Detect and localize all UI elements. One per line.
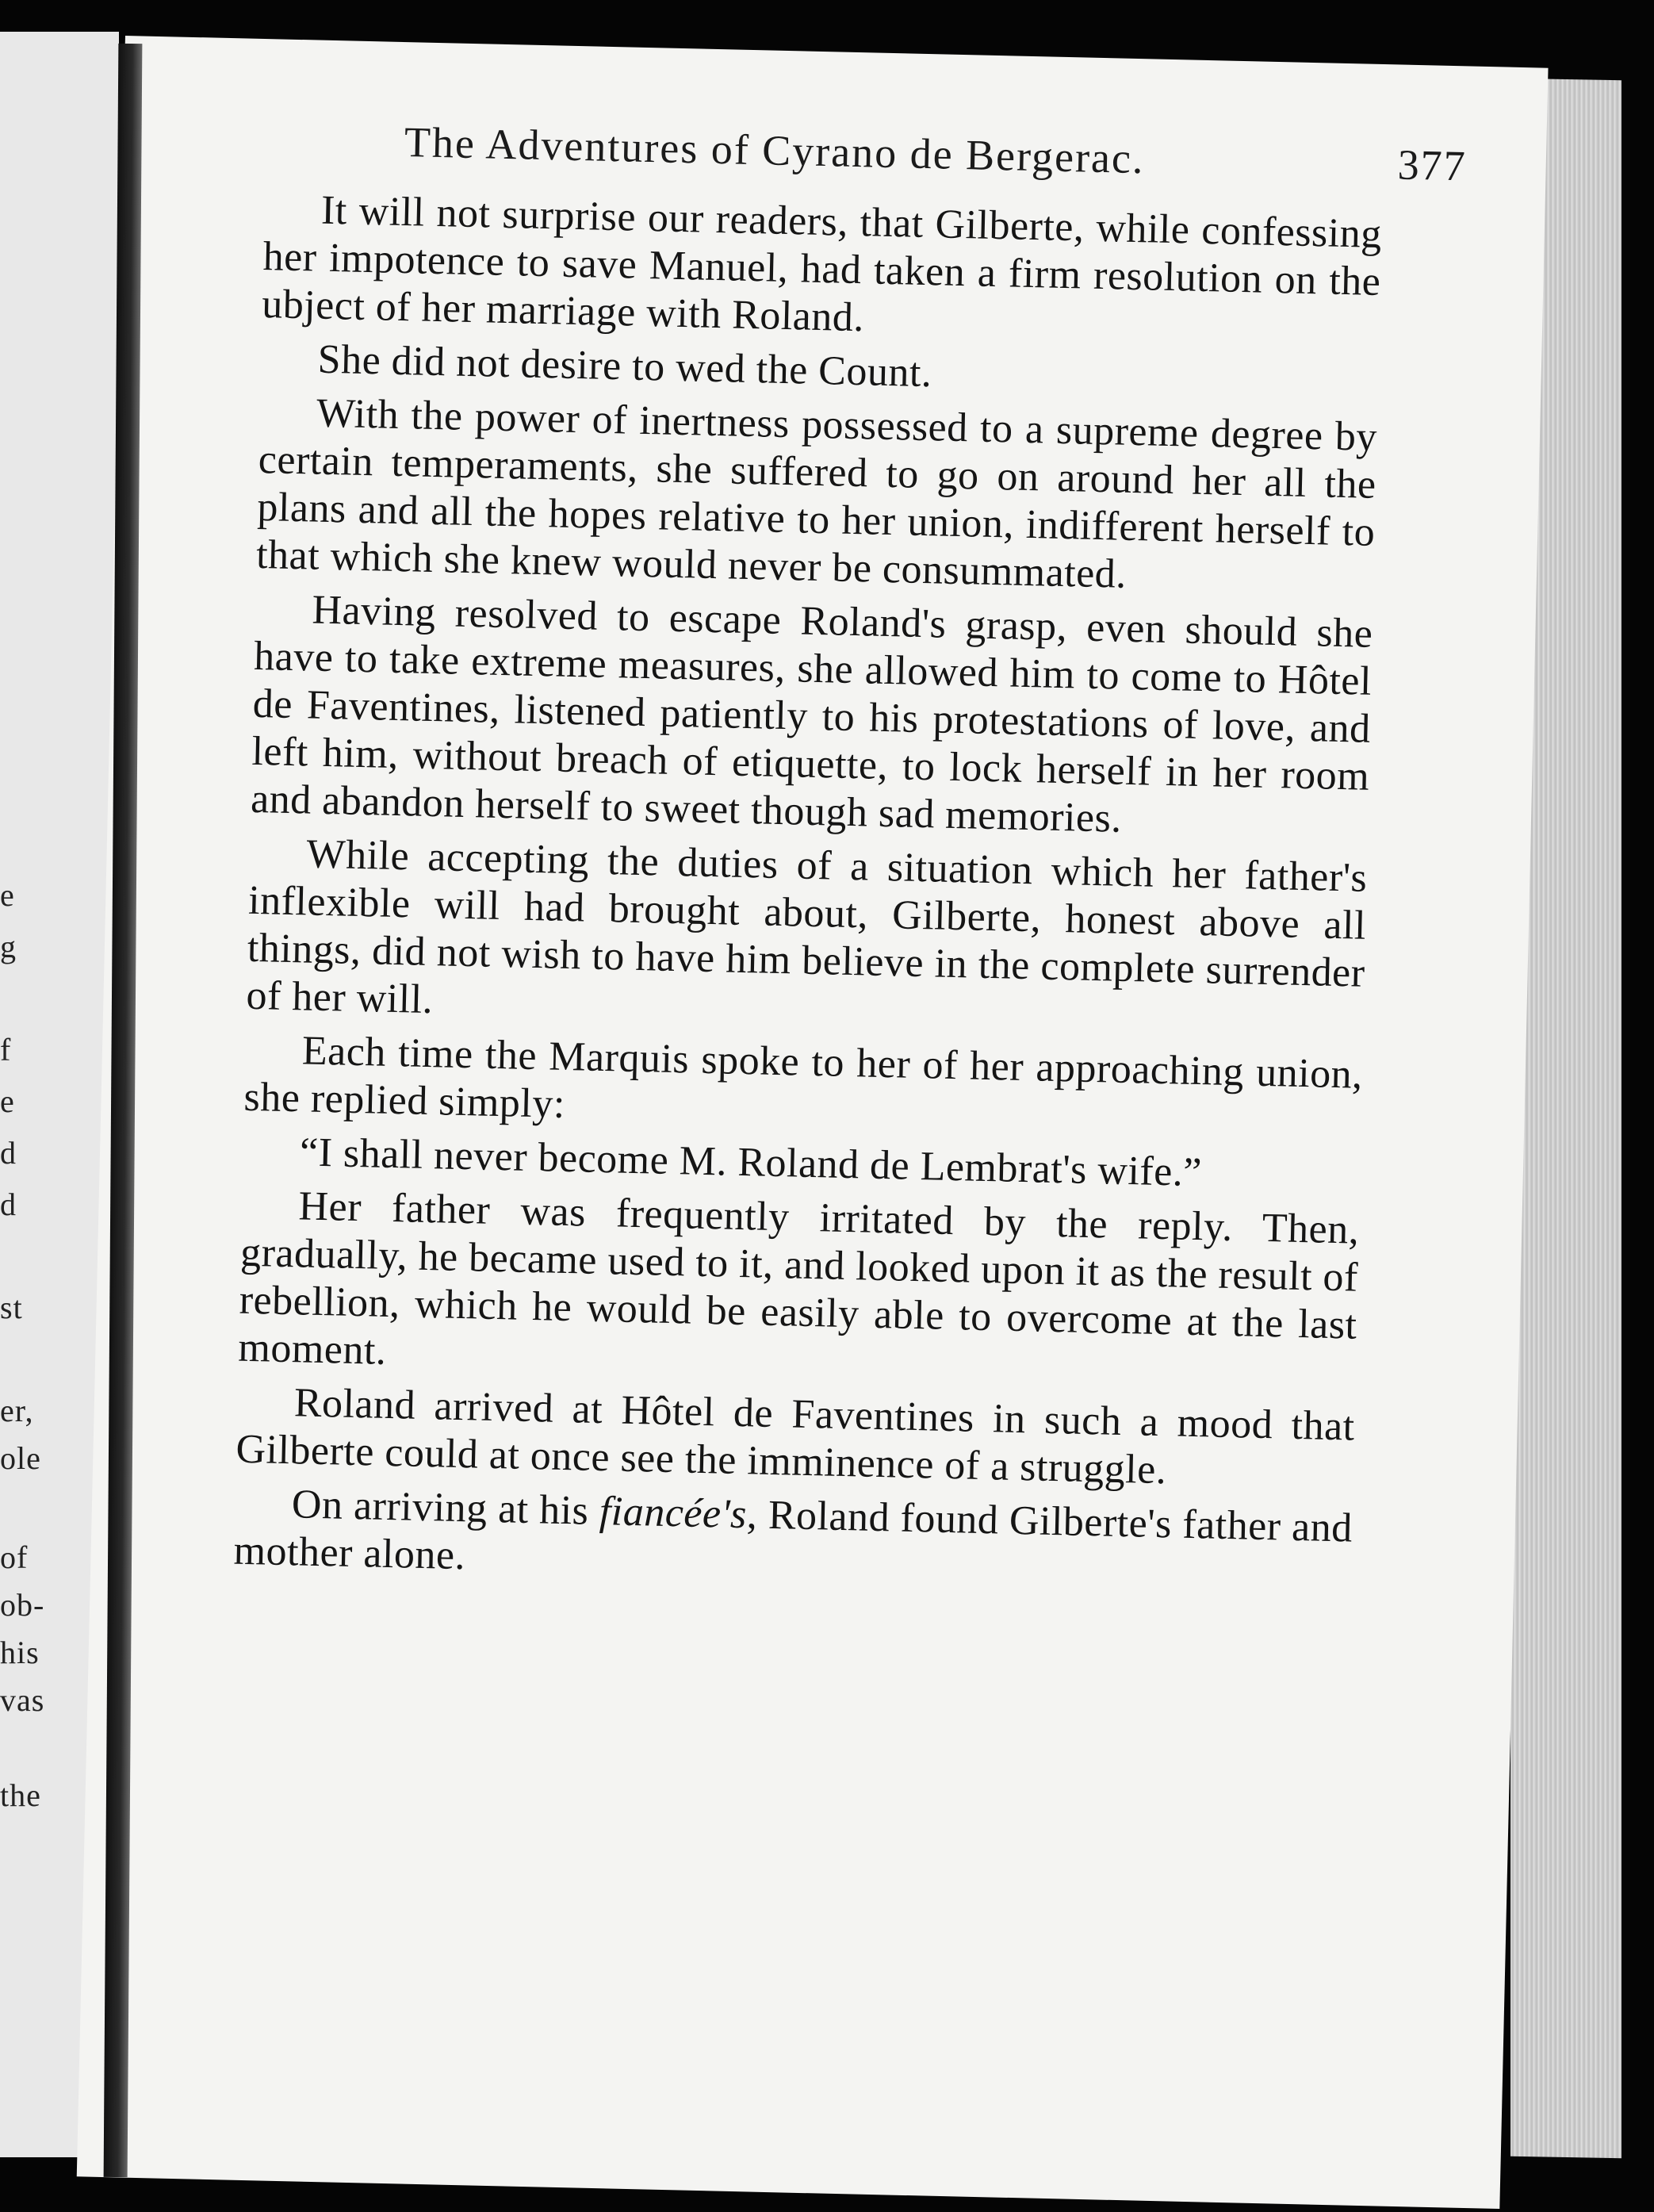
left-fragment: his [0,1635,40,1670]
paragraph: Having resolved to escape Roland's grasp, even should she have to take extreme measures, she allowed him to come to Hôtel de Faventines, listened patiently to his protestations of love, and left him, without breach of etiquette, to lock herself in her room and abandon herself to sweet though sad memories. [250,587,1373,841]
paragraph: With the power of inertness possessed to a supreme degree by certain temperaments, she suffered to go on around her all the plans and all the hopes relative to her union, indifferent herself to that which she knew would never be consummated. [255,390,1378,597]
paragraph-last [233,1480,1353,1601]
left-fragment: f [0,1032,12,1068]
text-run: , Roland found Gilberte's father and mother alone. [233,1492,1353,1579]
left-fragment: er, [0,1393,34,1428]
left-fragment: vas [0,1682,45,1718]
left-fragment: d [0,1135,17,1171]
paragraph: Her father was frequently irritated by the reply. Then, gradually, he became used to it, and looked upon it as the result of rebellion, which he would be easily able to overcome at the last moment. [237,1183,1360,1374]
left-fragment: of [0,1539,29,1575]
left-fragment: st [0,1290,23,1325]
text-run: On arriving at his [291,1482,600,1535]
left-fragment: e [0,877,15,913]
book-page [77,36,1549,2209]
paragraph: Each time the Marquis spoke to her of her approaching union, she replied simply: [243,1028,1364,1127]
paragraph: Roland arrived at Hôtel de Faventines in such a mood that Gilberte could at once see the imminence of a struggle. [235,1380,1356,1493]
left-fragment: d [0,1187,17,1222]
left-fragment: g [0,929,17,964]
running-title: The Adventures of Cyrano de Bergerac. [404,118,1146,183]
running-header [404,117,1468,190]
paragraph: She did not desire to wed the Count. [317,336,933,397]
left-fragment: the [0,1777,41,1813]
paragraph: “I shall never become M. Roland de Lembrat's wife.” [299,1129,1203,1196]
left-fragment: e [0,1083,15,1119]
left-fragment: ob- [0,1587,45,1623]
body-text [233,186,1383,1607]
left-fragment: ole [0,1440,41,1476]
paragraph: It will not surprise our readers, that Gilberte, while confessing her impotence to save Manuel, had taken a firm resolution on the ubject of her marriage with Roland. [261,187,1383,341]
paragraph: While accepting the duties of a situation which her father's inflexible will had brought about, Gilberte, honest above all things, did not wish to have him believe in the complete surrender of her will. [245,831,1368,1023]
page-number: 377 [1397,140,1468,190]
italic-word: fiancée's [599,1489,748,1538]
